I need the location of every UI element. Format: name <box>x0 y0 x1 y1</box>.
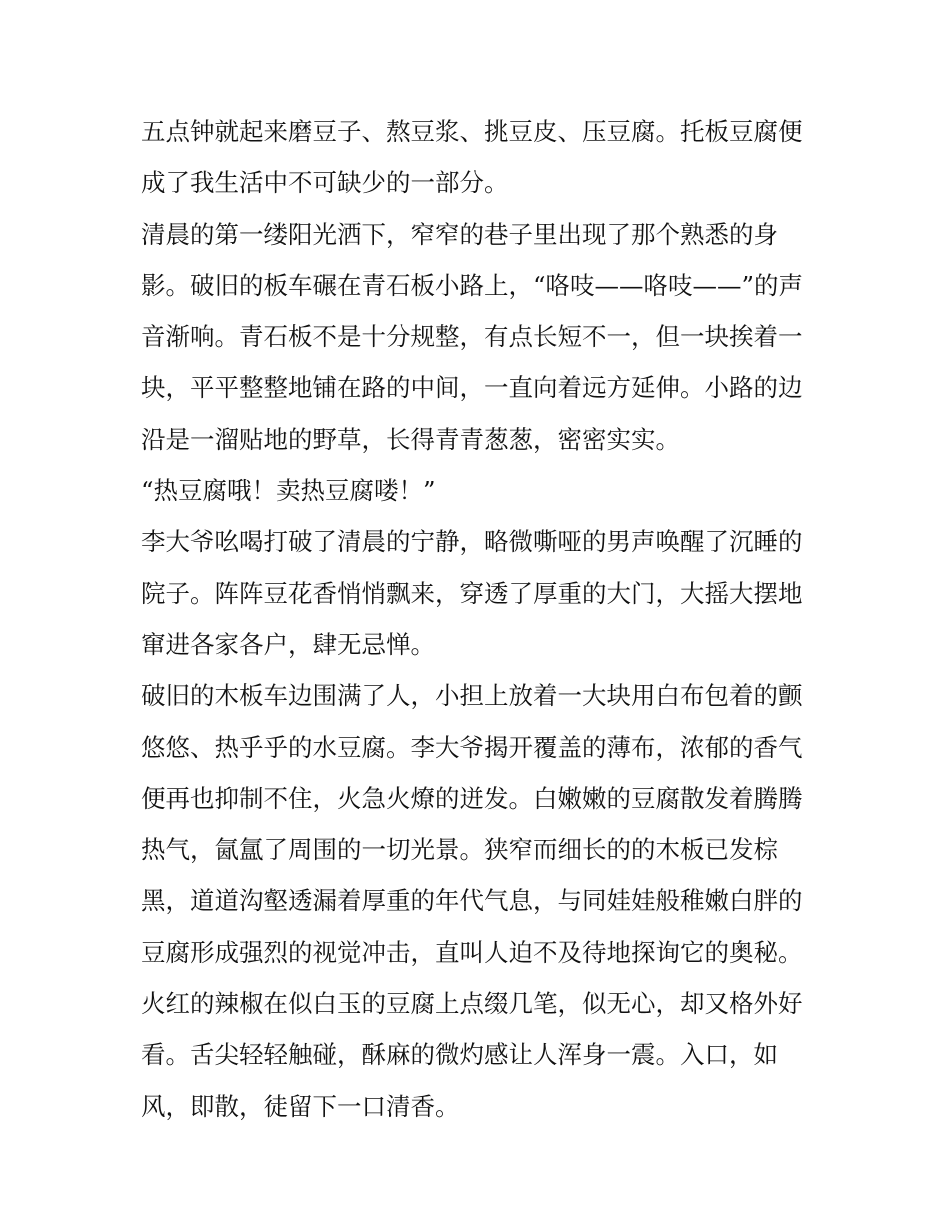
text-line: 沿是一溜贴地的野草，长得青青葱葱，密密实实。 <box>141 424 680 454</box>
text-line: 影。破旧的板车碾在青石板小路上，“咯吱——咯吱——”的声 <box>141 270 804 300</box>
text-line: 清晨的第一缕阳光洒下，窄窄的巷子里出现了那个熟悉的身 <box>141 219 778 249</box>
text-line: 黑，道道沟壑透漏着厚重的年代气息，与同娃娃般稚嫩白胖的 <box>141 886 803 916</box>
text-line: 豆腐形成强烈的视觉冲击，直叫人迫不及待地探询它的奥秘。 <box>141 937 803 967</box>
text-line: 破旧的木板车边围满了人，小担上放着一大块用白布包着的颤 <box>141 681 803 711</box>
text-line: 李大爷吆喝打破了清晨的宁静，略微嘶哑的男声唤醒了沉睡的 <box>141 527 803 557</box>
text-line: 火红的辣椒在似白玉的豆腐上点缀几笔，似无心，却又格外好 <box>141 989 803 1019</box>
text-line: 风，即散，徒留下一口清香。 <box>141 1091 460 1121</box>
text-line: “热豆腐哦！卖热豆腐喽！” <box>141 476 436 506</box>
text-line: 热气，氤氲了周围的一切光景。狭窄而细长的的木板已发棕 <box>141 835 778 865</box>
text-line: 窜进各家各户，肆无忌惮。 <box>141 629 435 659</box>
text-line: 五点钟就起来磨豆子、熬豆浆、挑豆皮、压豆腐。托板豆腐便 <box>141 117 803 146</box>
text-line: 看。舌尖轻轻触碰，酥麻的微灼感让人浑身一震。入口，如 <box>141 1040 778 1070</box>
text-line: 悠悠、热乎乎的水豆腐。李大爷揭开覆盖的薄布，浓郁的香气 <box>141 732 803 762</box>
text-line: 音渐响。青石板不是十分规整，有点长短不一，但一块挨着一 <box>141 322 803 352</box>
text-line: 成了我生活中不可缺少的一部分。 <box>141 168 509 198</box>
text-line: 便再也抑制不住，火急火燎的迸发。白嫩嫩的豆腐散发着腾腾 <box>141 783 803 813</box>
document-body <box>141 106 821 1132</box>
text-line: 院子。阵阵豆花香悄悄飘来，穿透了厚重的大门，大摇大摆地 <box>141 578 803 608</box>
text-line: 块，平平整整地铺在路的中间，一直向着远方延伸。小路的边 <box>141 373 803 403</box>
